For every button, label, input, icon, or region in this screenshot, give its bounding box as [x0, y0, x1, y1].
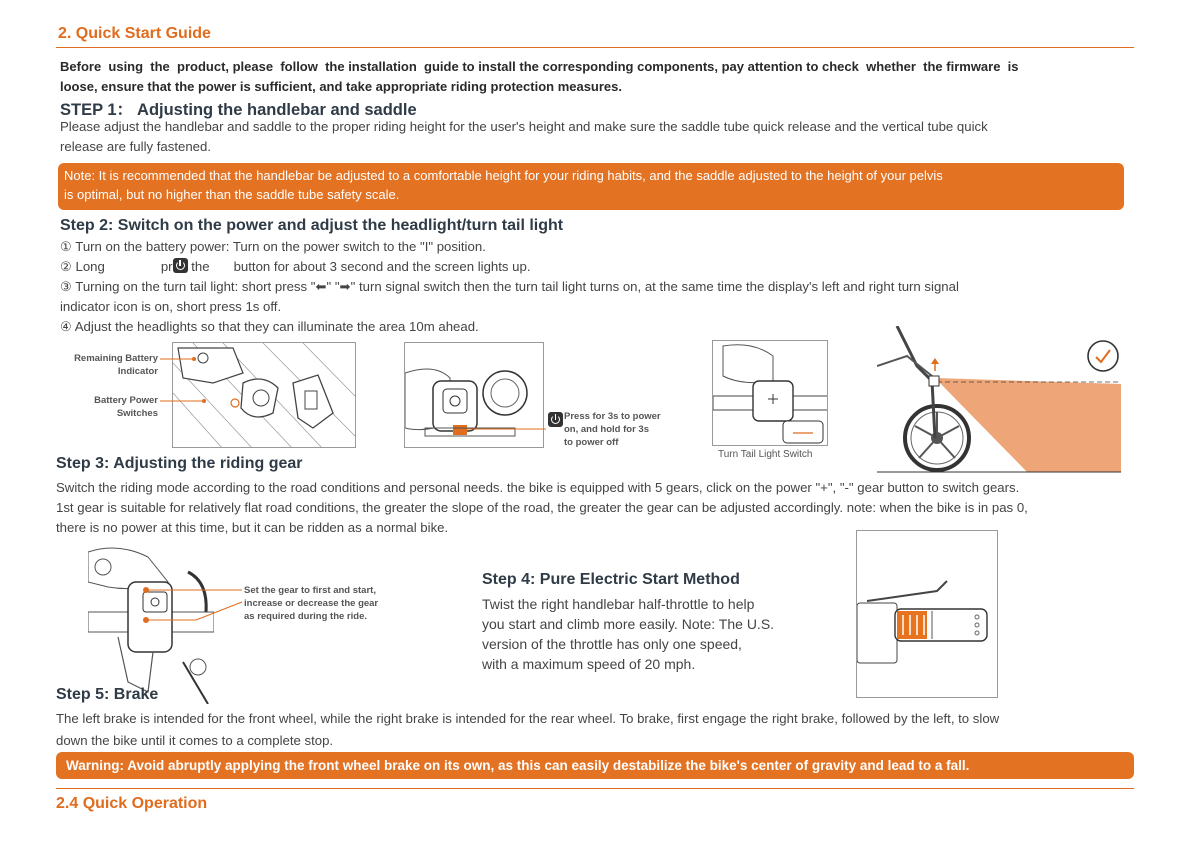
section-rule	[56, 47, 1134, 48]
step2-body	[60, 237, 1130, 337]
step2-title: Step 2: Switch on the power and adjust the headlight/turn tail light	[60, 217, 564, 234]
section-title: 2. Quick Start Guide	[58, 25, 211, 42]
fig1-label-battery-indicator	[60, 352, 158, 378]
fig2-leader-line	[462, 424, 552, 434]
step4-line-4: with a maximum speed of 20 mph.	[482, 656, 696, 672]
step4-line-2: you start and climb more easily. Note: The U.S.	[482, 616, 775, 632]
fig1-label-2b: Switches	[116, 408, 158, 419]
power-button-icon	[173, 258, 188, 273]
next-section-rule	[56, 788, 1134, 789]
intro-line-2: loose, ensure that the power is sufficient, and take appropriate riding protection measures.	[60, 79, 623, 94]
fig1-label-power-switch	[60, 394, 158, 420]
note-line-1: Note: It is recommended that the handlebar be adjusted to a comfortable height for your riding habits, and the saddle adjusted to the height of your pelvis	[64, 168, 943, 183]
step2-item-1: ① Turn on the battery power: Turn on the power switch to the "I" position.	[60, 239, 486, 254]
intro-line-1: Before using the product, please follow the installation guide to install the corresponding components, pay attention to check whether the firmware is	[60, 59, 1019, 74]
step3-line-2: 1st gear is suitable for relatively flat road conditions, the greater the slope of the road, the greater the gear can be adjusted accordingly. note: when the bike is in pas 0,	[56, 500, 1028, 515]
item2-part-a: ② Long	[60, 259, 105, 274]
headlight-figure	[877, 326, 1121, 474]
fig2-caption-3: to power off	[564, 437, 619, 448]
fig1-label-2a: Battery Power	[94, 395, 158, 406]
fig5-leader-lines	[146, 586, 246, 626]
step2-item-4: ④ Adjust the headlights so that they can illuminate the area 10m ahead.	[60, 319, 479, 334]
step3-line-1: Switch the riding mode according to the road conditions and personal needs. the bike is equipped with 5 gears, click on the power "+", "-" gear button to switch gears.	[56, 480, 1020, 495]
fig1-label-1a: Remaining Battery	[74, 353, 158, 364]
step5-body	[56, 708, 1136, 752]
step3-body	[56, 478, 1136, 538]
step2-item-3-line-1: ③ Turning on the turn tail light: short press "⬅" "➡" turn signal switch then the turn tail light turns on, at the same time the display's left and right turn signal	[60, 279, 959, 294]
step1-title: STEP 1： Adjusting the handlebar and saddle	[60, 101, 417, 119]
next-section-title: 2.4 Quick Operation	[56, 795, 208, 812]
gear-caption-2: increase or decrease the gear	[244, 598, 379, 609]
fig2-caption-1: Press for 3s to power	[564, 411, 661, 422]
gear-figure-caption	[244, 584, 404, 623]
gear-caption-1: Set the gear to first and start,	[244, 585, 376, 596]
fig1-leader-lines	[158, 352, 208, 412]
step1-line-2: release are fully fastened.	[60, 139, 212, 154]
step5-warning-banner: Warning: Avoid abruptly applying the front wheel brake on its own, as this can easily destabilize the bike's center of gravity and lead to a fall.	[56, 752, 1134, 779]
step1-body	[60, 117, 1130, 157]
step3-line-3: there is no power at this time, but it can be ridden as a normal bike.	[56, 520, 449, 535]
item2-part-b: pr	[160, 259, 173, 274]
throttle-figure	[856, 530, 998, 698]
step5-title: Step 5: Brake	[56, 686, 159, 703]
step2-item-3-line-2: indicator icon is on, short press 1s off.	[60, 299, 282, 314]
intro-text	[60, 57, 1130, 97]
note-line-2: is optimal, but no higher than the saddle tube safety scale.	[64, 187, 400, 202]
gear-caption-3: as required during the ride.	[244, 611, 367, 622]
step4-title: Step 4: Pure Electric Start Method	[482, 571, 740, 588]
fig2-power-icon	[548, 412, 563, 427]
item2-part-d: button for about 3 second and the screen lights up.	[233, 259, 531, 274]
item2-part-c: the	[191, 259, 210, 274]
fig2-caption	[564, 410, 674, 449]
fig3-caption: Turn Tail Light Switch	[718, 449, 813, 460]
step5-line-2: down the bike until it comes to a complete stop.	[56, 733, 334, 748]
turn-switch-figure	[712, 340, 828, 446]
fig1-label-1b: Indicator	[117, 366, 158, 377]
step1-note-banner	[58, 163, 1124, 210]
step4-line-3: version of the throttle has only one speed,	[482, 636, 742, 652]
fig2-caption-2: on, and hold for 3s	[564, 424, 649, 435]
step4-line-1: Twist the right handlebar half-throttle to help	[482, 596, 755, 612]
step4-body	[482, 594, 812, 674]
step1-line-1: Please adjust the handlebar and saddle to the proper riding height for the user's height and make sure the saddle tube quick release and the vertical tube quick	[60, 119, 988, 134]
step3-title: Step 3: Adjusting the riding gear	[56, 455, 303, 472]
step5-line-1: The left brake is intended for the front wheel, while the right brake is intended for the rear wheel. To brake, first engage the right brake, followed by the left, to slow	[56, 711, 1000, 726]
step2-item-2	[60, 257, 1130, 277]
